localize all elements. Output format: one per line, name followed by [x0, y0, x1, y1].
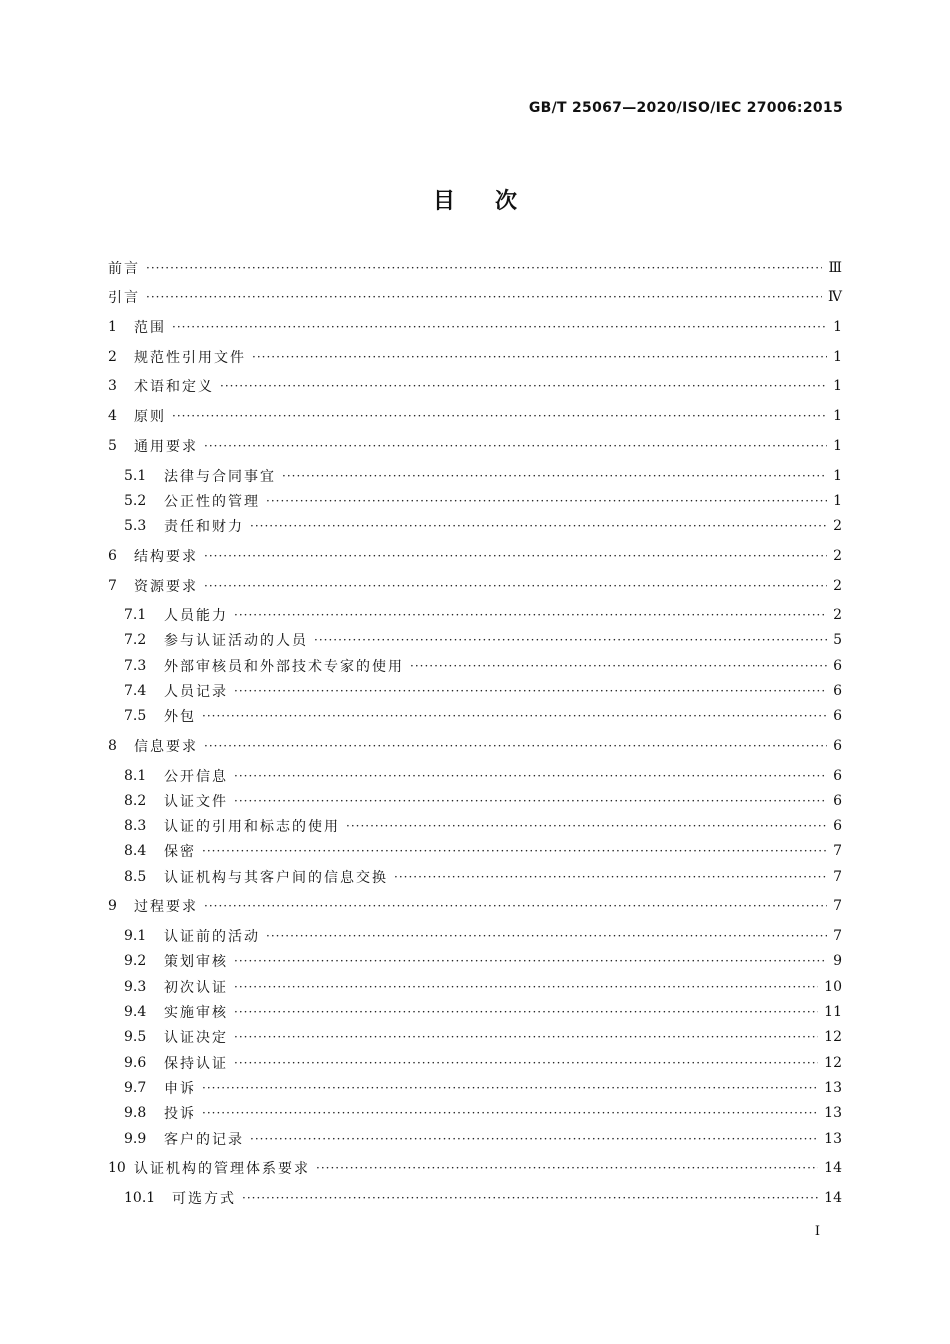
toc-leader-dots: [266, 926, 827, 946]
toc-entry-page: 13: [824, 1105, 842, 1121]
toc-entry-number: 1: [108, 319, 117, 335]
toc-entry[interactable]: [124, 681, 842, 701]
toc-leader-dots: [234, 951, 827, 971]
toc-entry-title: 认证机构与其客户间的信息交换: [164, 870, 388, 886]
toc-entry-title: 原则: [134, 409, 166, 425]
toc-entry-number: 4: [108, 408, 117, 424]
toc-entry-page: 7: [833, 928, 842, 944]
toc-entry-title: 引言: [108, 290, 140, 306]
toc-leader-dots: [250, 1129, 818, 1149]
toc-entry[interactable]: [124, 1078, 842, 1098]
toc-entry-title: 申诉: [164, 1081, 196, 1097]
toc-entry[interactable]: [108, 1158, 842, 1178]
toc-leader-dots: [146, 287, 822, 307]
page-title: 目次: [432, 189, 557, 214]
toc-entry-page: 5: [833, 632, 842, 648]
toc-entry-number: 8.4: [124, 843, 147, 859]
toc-entry[interactable]: [108, 576, 842, 596]
toc-leader-dots: [266, 491, 827, 511]
toc-entry-title: 可选方式: [172, 1191, 236, 1207]
toc-entry-title: 术语和定义: [134, 379, 214, 395]
toc-entry-title: 结构要求: [134, 549, 198, 565]
toc-entry[interactable]: [124, 816, 842, 836]
toc-entry-page: 6: [833, 738, 842, 754]
toc-entry[interactable]: [124, 951, 842, 971]
toc-entry-page: 10: [824, 979, 842, 995]
toc-entry-page: 14: [824, 1160, 842, 1176]
toc-entry-number: 9.3: [124, 979, 147, 995]
toc-entry[interactable]: [124, 630, 842, 650]
toc-entry[interactable]: [124, 706, 842, 726]
toc-entry[interactable]: [124, 491, 842, 511]
toc-leader-dots: [204, 576, 827, 596]
page-number: I: [814, 1224, 820, 1239]
toc-entry-title: 认证机构的管理体系要求: [134, 1161, 310, 1177]
toc-entry-title: 法律与合同事宜: [164, 469, 276, 485]
toc-leader-dots: [204, 436, 827, 456]
toc-entry-number: 5.2: [124, 493, 147, 509]
toc-entry-page: Ⅳ: [828, 289, 842, 305]
toc-entry-title: 外包: [164, 709, 196, 725]
toc-entry-page: 1: [833, 349, 842, 365]
toc-entry-title: 客户的记录: [164, 1132, 244, 1148]
toc-entry-title: 认证的引用和标志的使用: [164, 819, 340, 835]
toc-entry-page: 1: [833, 378, 842, 394]
toc-entry[interactable]: [124, 926, 842, 946]
toc-entry[interactable]: [108, 436, 842, 456]
toc-leader-dots: [202, 1078, 818, 1098]
toc-entry[interactable]: [108, 896, 842, 916]
toc-entry-title: 人员记录: [164, 684, 228, 700]
toc-entry-title: 保密: [164, 844, 196, 860]
toc-entry[interactable]: [108, 287, 842, 307]
toc-entry-number: 8: [108, 738, 117, 754]
toc-leader-dots: [172, 406, 827, 426]
toc-entry[interactable]: [108, 406, 842, 426]
toc-entry-page: 6: [833, 708, 842, 724]
toc-entry[interactable]: [124, 766, 842, 786]
toc-entry-page: 7: [833, 869, 842, 885]
toc-entry-page: 13: [824, 1131, 842, 1147]
toc-entry-number: 8.2: [124, 793, 147, 809]
toc-entry-page: 1: [833, 438, 842, 454]
toc-leader-dots: [202, 706, 827, 726]
toc-leader-dots: [204, 896, 827, 916]
toc-entry-page: 14: [824, 1190, 842, 1206]
toc-leader-dots: [204, 546, 827, 566]
toc-entry-title: 公正性的管理: [164, 494, 260, 510]
toc-entry-number: 3: [108, 378, 117, 394]
toc-entry-page: 12: [824, 1029, 842, 1045]
toc-leader-dots: [316, 1158, 818, 1178]
toc-entry-page: 2: [833, 607, 842, 623]
toc-entry[interactable]: [124, 841, 842, 861]
toc-entry[interactable]: [124, 516, 842, 536]
toc-entry-title: 通用要求: [134, 439, 198, 455]
toc-leader-dots: [234, 681, 827, 701]
toc-entry[interactable]: [124, 867, 842, 887]
toc-entry[interactable]: [124, 1103, 842, 1123]
toc-entry-page: Ⅲ: [828, 260, 842, 276]
toc-entry-title: 范围: [134, 320, 166, 336]
toc-leader-dots: [204, 736, 827, 756]
toc-leader-dots: [172, 317, 827, 337]
toc-entry-title: 信息要求: [134, 739, 198, 755]
toc-entry-title: 责任和财力: [164, 519, 244, 535]
toc-entry[interactable]: [124, 1188, 842, 1208]
toc-entry-number: 10: [108, 1160, 126, 1176]
toc-entry-title: 资源要求: [134, 579, 198, 595]
toc-entry-title: 前言: [108, 261, 140, 277]
toc-entry-number: 7.4: [124, 683, 147, 699]
toc-entry-title: 策划审核: [164, 954, 228, 970]
toc-entry-title: 过程要求: [134, 899, 198, 915]
toc-leader-dots: [250, 516, 827, 536]
toc-entry-page: 2: [833, 548, 842, 564]
toc-leader-dots: [234, 977, 818, 997]
toc-entry-page: 6: [833, 658, 842, 674]
toc-entry[interactable]: [108, 317, 842, 337]
toc-entry[interactable]: [124, 791, 842, 811]
toc-entry-title: 实施审核: [164, 1005, 228, 1021]
toc-entry-number: 10.1: [124, 1190, 156, 1206]
toc-entry-title: 认证文件: [164, 794, 228, 810]
toc-entry-title: 初次认证: [164, 980, 228, 996]
toc-entry-page: 6: [833, 818, 842, 834]
toc-entry-title: 公开信息: [164, 769, 228, 785]
toc-entry-number: 9.4: [124, 1004, 147, 1020]
toc-entry-title: 认证决定: [164, 1030, 228, 1046]
toc-entry-number: 7.2: [124, 632, 147, 648]
toc-entry-page: 2: [833, 518, 842, 534]
toc-entry-number: 7.3: [124, 658, 147, 674]
toc-entry-page: 1: [833, 319, 842, 335]
toc-entry[interactable]: [108, 736, 842, 756]
toc-leader-dots: [234, 791, 827, 811]
toc-leader-dots: [220, 376, 827, 396]
toc-entry-page: 1: [833, 468, 842, 484]
toc-entry-page: 13: [824, 1080, 842, 1096]
toc-entry[interactable]: [124, 1053, 842, 1073]
toc-leader-dots: [346, 816, 827, 836]
toc-entry-page: 1: [833, 408, 842, 424]
toc-leader-dots: [242, 1188, 818, 1208]
toc-entry-page: 6: [833, 793, 842, 809]
toc-entry-number: 7.1: [124, 607, 147, 623]
toc-entry-number: 9.6: [124, 1055, 147, 1071]
toc-entry-page: 2: [833, 578, 842, 594]
toc-entry-title: 规范性引用文件: [134, 350, 246, 366]
toc-entry-number: 8.1: [124, 768, 147, 784]
toc-entry-number: 5: [108, 438, 117, 454]
toc-entry-page: 6: [833, 768, 842, 784]
toc-entry-page: 12: [824, 1055, 842, 1071]
toc-entry-number: 9.5: [124, 1029, 147, 1045]
toc-entry[interactable]: [124, 656, 842, 676]
toc-entry-page: 1: [833, 493, 842, 509]
toc-entry-title: 人员能力: [164, 608, 228, 624]
toc-entry-number: 6: [108, 548, 117, 564]
toc-entry-number: 5.1: [124, 468, 147, 484]
toc-entry-number: 2: [108, 349, 117, 365]
toc-leader-dots: [394, 867, 827, 887]
toc-entry[interactable]: [124, 605, 842, 625]
toc-entry-title: 投诉: [164, 1106, 196, 1122]
toc-entry-number: 9.9: [124, 1131, 147, 1147]
toc-entry-page: 11: [824, 1004, 842, 1020]
toc-entry-number: 9.8: [124, 1105, 147, 1121]
toc-entry[interactable]: [108, 546, 842, 566]
toc-entry-title: 认证前的活动: [164, 929, 260, 945]
toc-leader-dots: [410, 656, 827, 676]
toc-leader-dots: [314, 630, 827, 650]
toc-entry-number: 7.5: [124, 708, 147, 724]
toc-entry-page: 9: [833, 953, 842, 969]
toc-entry-number: 9.2: [124, 953, 147, 969]
toc-entry[interactable]: [124, 977, 842, 997]
toc-leader-dots: [234, 605, 827, 625]
toc-leader-dots: [234, 1053, 818, 1073]
toc-entry[interactable]: [124, 1027, 842, 1047]
toc-entry-page: 7: [833, 843, 842, 859]
toc-entry-page: 7: [833, 898, 842, 914]
toc-leader-dots: [252, 347, 827, 367]
toc-entry-number: 9.1: [124, 928, 147, 944]
toc-entry-title: 保持认证: [164, 1056, 228, 1072]
toc-leader-dots: [146, 258, 822, 278]
toc-leader-dots: [234, 1027, 818, 1047]
toc-leader-dots: [234, 1002, 818, 1022]
toc-entry[interactable]: [108, 376, 842, 396]
toc-entry-number: 9: [108, 898, 117, 914]
toc-entry-number: 7: [108, 578, 117, 594]
toc-entry[interactable]: [108, 347, 842, 367]
toc-entry[interactable]: [108, 258, 842, 278]
toc-entry[interactable]: [124, 466, 842, 486]
toc-entry[interactable]: [124, 1002, 842, 1022]
toc-entry[interactable]: [124, 1129, 842, 1149]
toc-entry-number: 8.3: [124, 818, 147, 834]
toc-entry-number: 9.7: [124, 1080, 147, 1096]
toc-leader-dots: [234, 766, 827, 786]
document-code-header: GB/T 25067—2020/ISO/IEC 27006:2015: [528, 100, 843, 116]
toc-entry-title: 参与认证活动的人员: [164, 633, 308, 649]
toc-leader-dots: [202, 1103, 818, 1123]
toc-leader-dots: [202, 841, 827, 861]
toc-leader-dots: [282, 466, 827, 486]
toc-entry-number: 5.3: [124, 518, 147, 534]
toc-entry-number: 8.5: [124, 869, 147, 885]
toc-entry-page: 6: [833, 683, 842, 699]
toc-entry-title: 外部审核员和外部技术专家的使用: [164, 659, 404, 675]
